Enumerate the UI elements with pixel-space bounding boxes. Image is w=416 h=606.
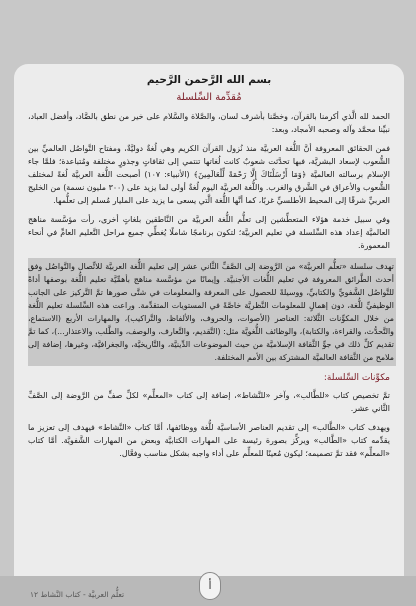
footer-book-title: تعلُّم العربيَّة - كتاب النَّشاط ١٢ (30, 590, 125, 599)
paragraph-praise: الحمد لله الَّذي أكرمنا بالقرآن، وخصَّنا بأشرف لسان، والصَّلاة والسَّلام على خير من نطق بالضَّاد، وأفضل العباد، نبيِّنا محمَّد وآله وصحبه الأمجاد، وبعد: (28, 112, 390, 134)
paragraph-purpose: وفي سبيل خدمة هؤلاء المتعطِّشين إلى تعلُّم اللُّغة العربيَّة من النَّاطقين بلغاتٍ أخرى، رأت مؤسَّسة مناهج العالميَّة إعداد هذه السِّلسلة في تعليم العربيَّة؛ لتكون برنامجًا شاملًا يُغطِّي جميع مراحل التَّعليم العامِّ في أنحاء المعمورة. (28, 215, 390, 250)
text-area (28, 74, 394, 564)
paragraph-facts: فمن الحقائق المعروفة أنَّ اللُّغة العربيَّة منذ نُزول القرآن الكريم وهي لُغةٌ دوليَّةٌ، ومفتاح التَّواصُل العالميِّ بين الشُّعوب لإسعاد البشريَّة، فبها تحدَّثت شعوبٌ كانت لُغاتها تنتمي إلى ثقافاتٍ وجذورٍ مختلفة ومُتباعدة؛ فلمَّا جاء الإسلام برسالته العالميَّة ﴿وَمَا أَرْسَلْنَاكَ إِلَّا رَحْمَةً لِّلْعَالَمِينَ﴾ (الأنبياء: ١٠٧) أصبحت اللُّغة العربيَّة لُغةً لمختلف الشُّعوب والأعراق في الشَّرق والغرب. واللُّغة العربيَّة اليوم لُغةٌ أولى لما يزيد على (٣٠٠ مليون نسمة) من الخليج العربيِّ شرقًا إلى المحيط الأطلسيِّ غربًا، كما أنَّها اللُّغة الَّتي يسعى ما يزيد على المليار مُسلم إلى تعلُّمها. (28, 144, 390, 205)
intro-title: مُقدِّمة السِّلسلة (176, 92, 242, 103)
paragraph-goals: تهدف سلسلة «تعلُّم العربيَّة» من الرَّوضة إلى الصَّفِّ الثَّاني عشر إلى تعليم اللُّغة العربيَّة للاتِّصال والتَّواصُل وفق أحدث الطَّرائق المعروفة في تعليم اللُّغات الأجنبيَّة. وإيمانًا من مؤسَّسة مناهج بأهمِّيَّة تعليم اللُّغة بوصفها أداةً للتَّواصُل الشَّفويِّ والكتابيِّ، ووسيلةً للحصول على المعرفة والمعلومات في شتَّى صورها تمَّ التَّركيز على الجانب الوظيفيِّ للُّغة، دون إهمالٍ للمعلومات النَّظريَّة خاصَّةً في المستويات المتقدِّمة. وراعت هذه السِّلسلة تعليم اللُّغة من خلال المكوِّنات الثَّلاثة: العناصر (الأصوات، والحروف، والألفاظ، والتَّراكيب)، والمهارات الأربع (الاستماع، والتَّحدُّث، والقراءة، والكتابة)، والوظائف اللُّغويَّة مثل: (التَّقديم، والتَّعارف، والوصف، والطَّلب، والاعتذار...)، كما تمَّ تقديم كلِّ ذلك في جوِّ الثَّقافة الإسلاميَّة من حيث الموضوعات الدِّينيَّة، والتَّاريخيَّة، والجغرافيَّة، وغيرها، إضافة إلى ملامح من الثَّقافة العالميَّة المشتركة بين الأمم المختلفة. (28, 258, 396, 366)
basmala: بسم الله الرَّحمن الرَّحيم (146, 74, 272, 86)
section-paragraph-books: تمَّ تخصيص كتاب «للطَّالب»، وآخر «للنَّشاط»، إضافة إلى كتاب «المعلِّم» لكلِّ صفٍّ من الرَّوضة إلى الصَّفِّ الثَّاني عشر. (28, 391, 390, 413)
section-paragraph-aims: ويهدف كتاب «الطَّالب» إلى تقديم العناصر الأساسيَّة للُّغة ووظائفها، أمَّا كتاب «النَّشاط» فيهدف إلى تعزيز ما يقدِّمه كتاب «الطَّالب» ويركِّز بصورة رئيسة على المهارات الكتابيَّة وبعض من المهارات الشَّفويَّة. أمَّا كتاب «المعلِّم» فقد تمَّ تصميمه؛ ليكون مُعينًا للمعلِّم على أداء واجبه بشكل مناسب وفعَّال. (28, 423, 390, 458)
page-header-band (0, 0, 416, 64)
page-number: أ (199, 572, 221, 600)
section-title: مكوِّنات السِّلسلة: (323, 373, 390, 383)
